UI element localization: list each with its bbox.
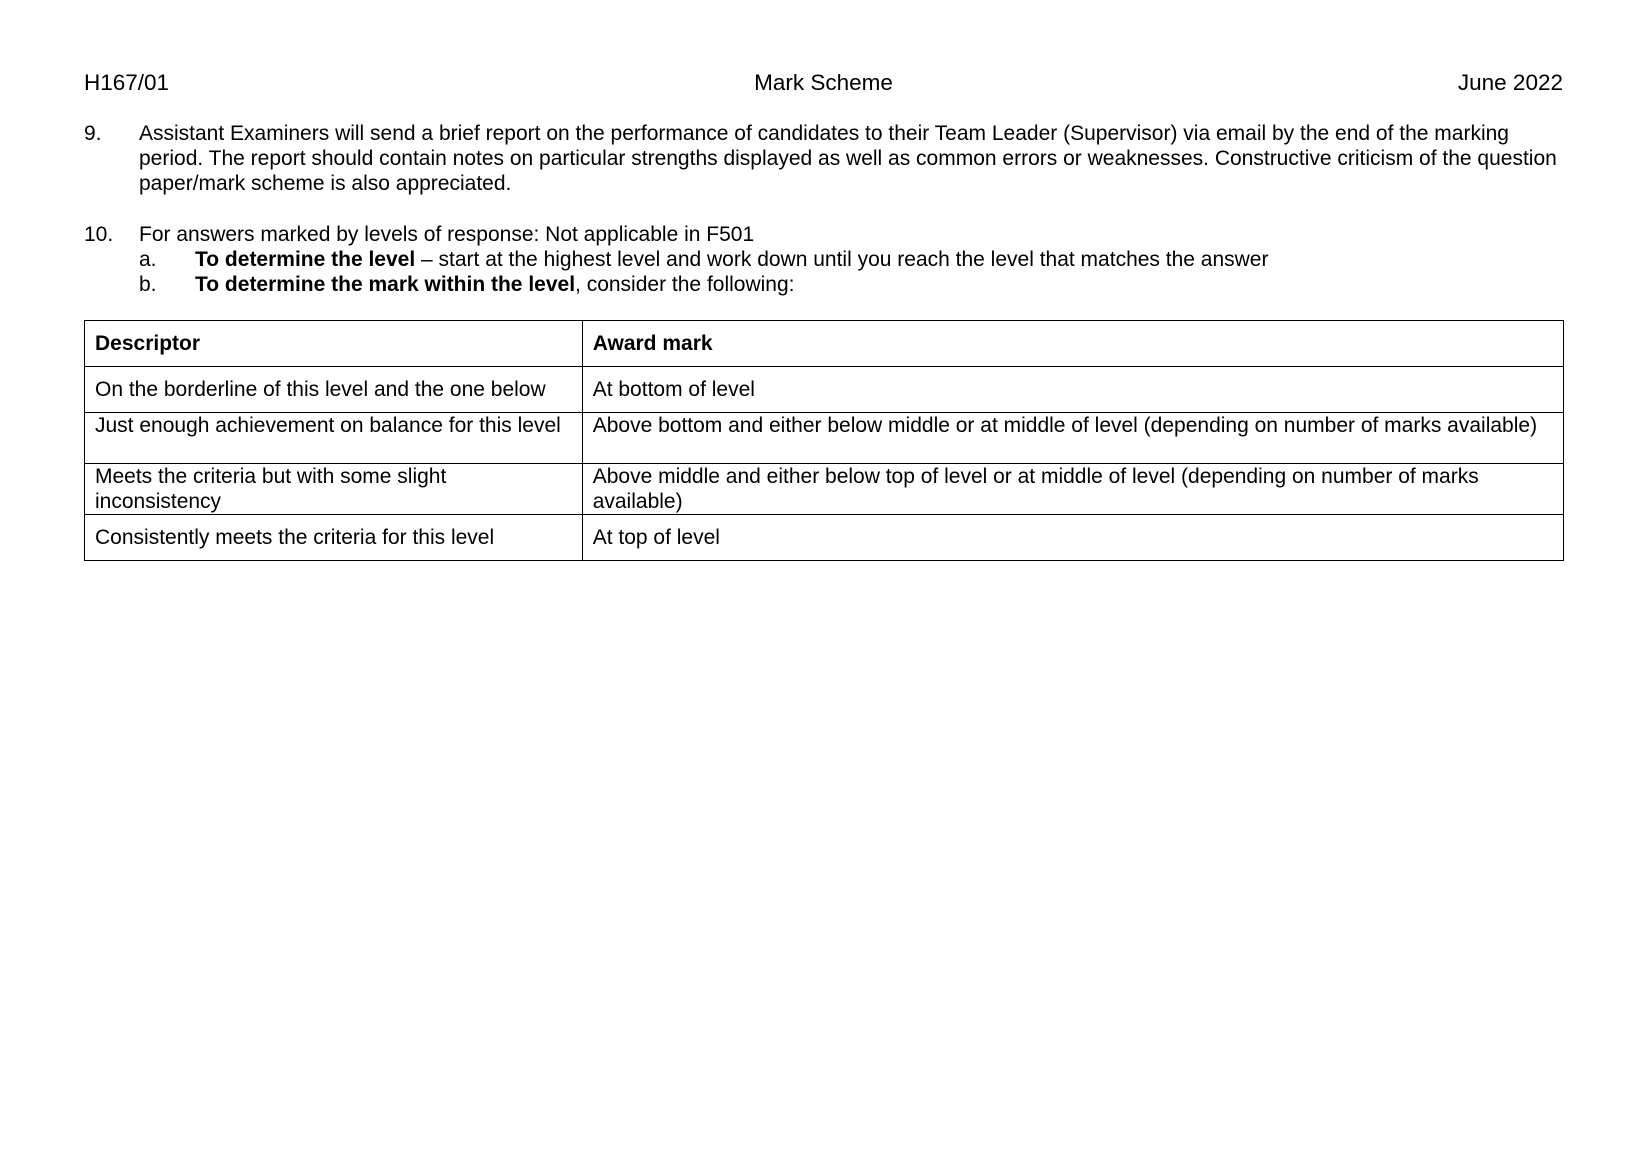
paper-code: H167/01: [84, 70, 170, 95]
item-text: For answers marked by levels of response: Not applicable in F501: [139, 223, 755, 246]
award-mark-cell: At top of level: [582, 515, 1563, 561]
descriptor-cell: Consistently meets the criteria for this level: [85, 515, 583, 561]
table-row: [85, 464, 1564, 515]
instruction-item-9: [84, 121, 1563, 196]
sub-item-rest: , consider the following:: [575, 273, 795, 296]
descriptor-cell: On the borderline of this level and the one below: [85, 367, 583, 413]
sub-item-text: [195, 272, 795, 297]
header-award-mark: Award mark: [582, 321, 1563, 367]
header-descriptor: Descriptor: [85, 321, 583, 367]
award-mark-cell: At bottom of level: [582, 367, 1563, 413]
descriptor-cell: Just enough achievement on balance for this level: [85, 413, 583, 464]
sub-item-bold: To determine the mark within the level: [195, 273, 576, 296]
item-number: 10.: [84, 223, 114, 246]
descriptor-cell: Meets the criteria but with some slight inconsistency: [85, 464, 583, 515]
header-title: Mark Scheme: [754, 70, 893, 95]
sub-item-bold: To determine the level: [195, 248, 416, 271]
sub-item-b: [139, 272, 1563, 297]
item-number: 9.: [84, 122, 102, 145]
sub-item-rest: – start at the highest level and work down until you reach the level that matches the answer: [415, 248, 1269, 271]
sub-item-letter: a.: [139, 248, 157, 271]
sub-item-a: [139, 247, 1563, 272]
table-row: [85, 367, 1564, 413]
item-text: Assistant Examiners will send a brief report on the performance of candidates to their Team Leader (Supervisor) via email by the end of the marking period. The report should contain notes on particular strengths displayed as well as common errors or weaknesses. Constructive criticism of the question paper/mark scheme is also appreciated.: [139, 122, 1557, 195]
award-mark-cell: Above bottom and either below middle or at middle of level (depending on number of marks available): [582, 413, 1563, 464]
instruction-item-10: [84, 222, 1563, 297]
table-row: [85, 515, 1564, 561]
table-row: [85, 413, 1564, 464]
award-mark-cell: Above middle and either below top of level or at middle of level (depending on number of marks available): [582, 464, 1563, 515]
exam-date: June 2022: [1457, 70, 1563, 95]
sub-item-letter: b.: [139, 273, 157, 296]
table-header-row: [85, 321, 1564, 367]
sub-item-text: [195, 247, 1268, 272]
levels-table: [84, 320, 1564, 561]
page-header: [84, 70, 1563, 100]
